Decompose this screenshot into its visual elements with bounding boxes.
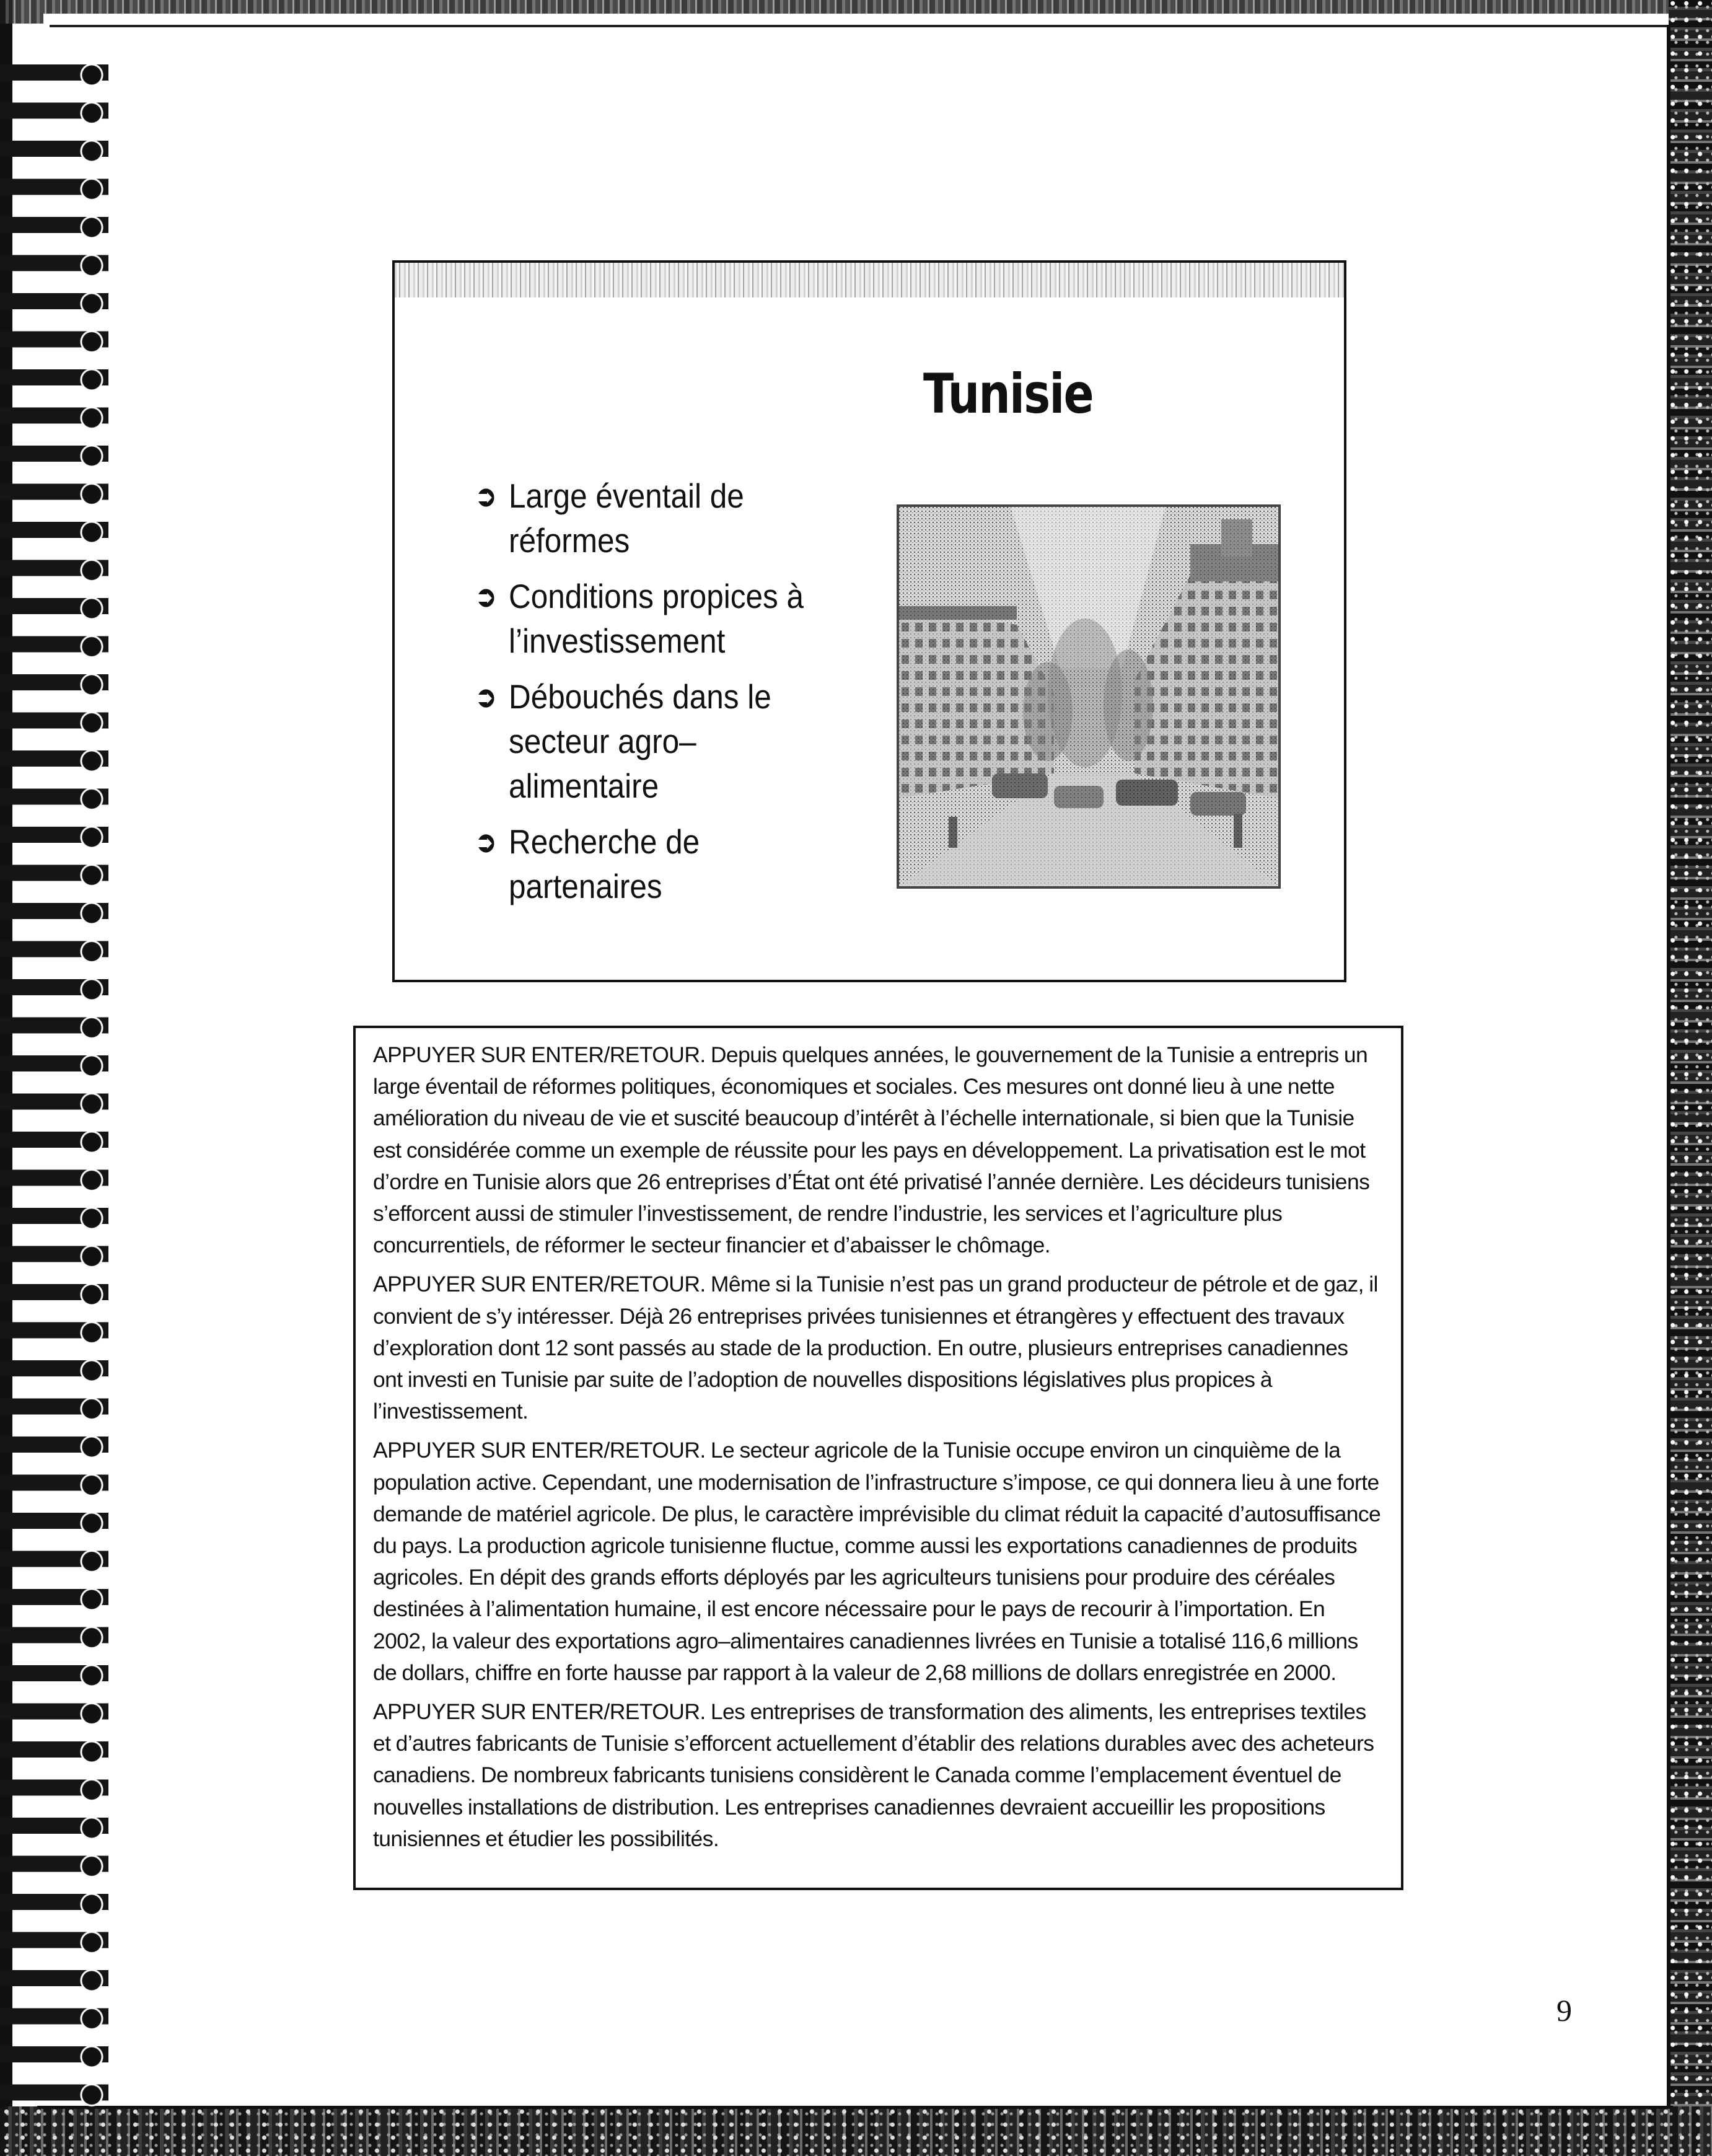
scan-edge-right bbox=[1669, 0, 1712, 2156]
page-number: 9 bbox=[1556, 1993, 1572, 2028]
slide-bullet-text: Débouchés dans le secteur agro–alimentaire bbox=[509, 677, 771, 805]
arrow-bullet-icon: ➲ bbox=[475, 825, 497, 858]
slide-title: Tunisie bbox=[923, 362, 1093, 426]
slide-bullet bbox=[475, 674, 832, 808]
slide-bullet-text: Large éventail de réformes bbox=[509, 477, 744, 560]
page-top-border bbox=[50, 25, 1673, 27]
slide-bullet-list bbox=[475, 473, 872, 920]
arrow-bullet-icon: ➲ bbox=[475, 480, 497, 512]
slide-bullet bbox=[475, 473, 832, 563]
speaker-notes-box bbox=[353, 1026, 1403, 1890]
page-bottom-border bbox=[37, 2106, 1673, 2109]
arrow-bullet-icon: ➲ bbox=[475, 680, 497, 713]
spiral-binding bbox=[0, 56, 108, 2113]
notes-paragraph: APPUYER SUR ENTER/RETOUR. Le secteur agricole de la Tunisie occupe environ un cinquième de la population active. Cependant, une modernisation de l’infrastructure s’impose, ce qui donnera lieu à une forte demande de matériel agricole. De plus, le caractère imprévisible du climat réduit la capacité d’autosuffisance du pays. La production agricole tunisienne fluctue, comme aussi les exportations canadiennes de produits agricoles. En dépit des grands efforts déployés par les agriculteurs tunisiens pour produire des céréales destinées à l’alimentation humaine, il est encore nécessaire pour le pays de recourir à l’importation. En 2002, la valeur des exportations agro–alimentaires canadiennes livrées en Tunisie a totalisé 116,6 millions de dollars, chiffre en forte hausse par rapport à la valeur de 2,68 millions de dollars enregistrée en 2000. bbox=[373, 1438, 1381, 1685]
slide-bullet bbox=[475, 574, 832, 663]
notes-paragraph: APPUYER SUR ENTER/RETOUR. Même si la Tunisie n’est pas un grand producteur de pétrole et de gaz, il convient de s’y intéresser. Déjà 26 entreprises privées tunisiennes et étrangères y effectuent des travaux d’exploration dont 12 sont passés au stade de la production. En outre, plusieurs entreprises canadiennes ont investi en Tunisie par suite de l’adoption de nouvelles dispositions législatives plus propices à l’investissement. bbox=[373, 1272, 1378, 1424]
notes-paragraph: APPUYER SUR ENTER/RETOUR. Les entreprises de transformation des aliments, les entreprises textiles et d’autres fabricants de Tunisie s’efforcent actuellement d’établir des relations durables avec des acheteurs canadiens. De nombreux fabricants tunisiens considèrent le Canada comme l’emplacement éventuel de nouvelles installations de distribution. Les entreprises canadiennes devraient accueillir les propositions tunisiennes et étudier les possibilités. bbox=[373, 1699, 1374, 1851]
slide-header-bar bbox=[395, 263, 1344, 297]
arrow-bullet-icon: ➲ bbox=[475, 580, 497, 612]
city-street-photo bbox=[897, 504, 1281, 889]
notes-paragraph: APPUYER SUR ENTER/RETOUR. Depuis quelques années, le gouvernement de la Tunisie a entrepris un large éventail de réformes politiques, économiques et sociales. Ces mesures ont donné lieu à une nette amélioration du niveau de vie et suscité beaucoup d’intérêt à l’échelle internationale, si bien que la Tunisie est considérée comme un exemple de réussite pour les pays en développement. La privatisation est le mot d’ordre en Tunisie alors que 26 entreprises d’État ont été privatisé l’année dernière. Les décideurs tunisiens s’efforcent aussi de stimuler l’investissement, de rendre l’industrie, les services et l’agriculture plus concurrentiels, de réformer le secteur financier et d’abaisser le chômage. bbox=[373, 1042, 1370, 1258]
slide-bullet-text: Recherche de partenaires bbox=[509, 822, 700, 905]
scan-edge-bottom bbox=[0, 2106, 1712, 2156]
slide-bullet bbox=[475, 819, 832, 909]
page-right-border bbox=[1667, 25, 1670, 2113]
city-street-illustration bbox=[899, 507, 1278, 886]
slide-panel bbox=[392, 260, 1346, 982]
scan-edge-top-gap bbox=[43, 14, 1673, 32]
slide-bullet-text: Conditions propices à l’investissement bbox=[509, 577, 804, 660]
